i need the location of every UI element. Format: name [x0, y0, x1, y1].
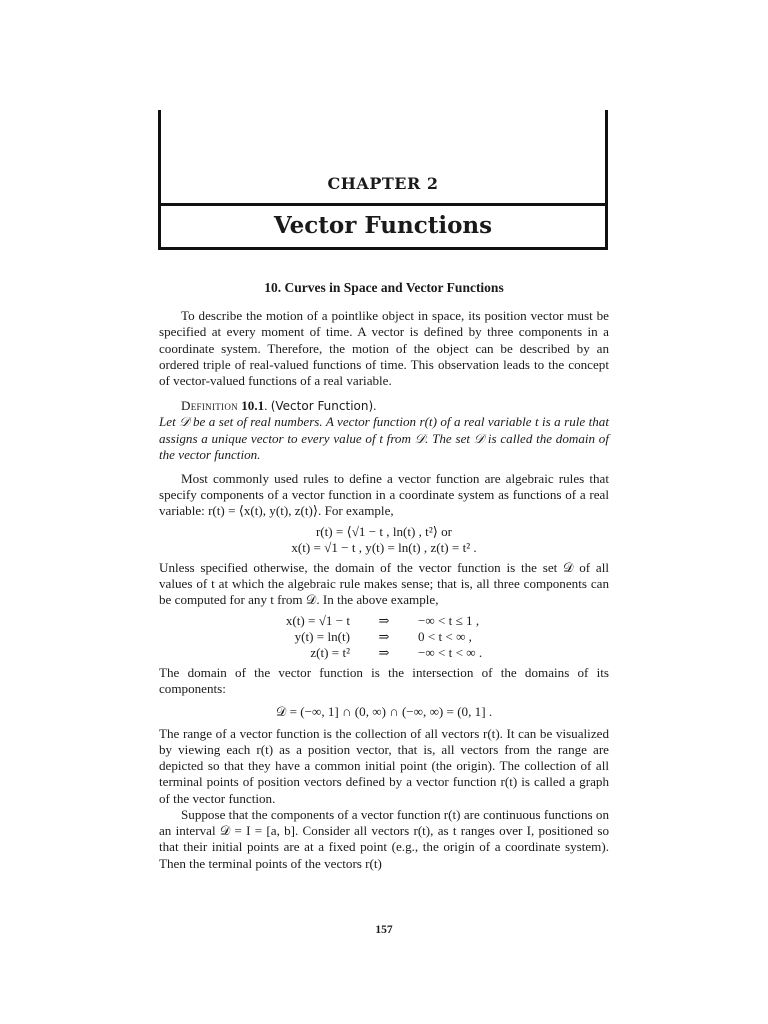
section-heading: 10. Curves in Space and Vector Functions — [264, 280, 504, 295]
chapter-title: Vector Functions — [273, 212, 493, 239]
example-equations — [159, 524, 609, 556]
implies-arrow: ⇒ — [378, 612, 390, 628]
implies-arrow: ⇒ — [378, 628, 390, 644]
domain-row-lhs: z(t) = t² — [310, 645, 351, 661]
domain-equation: 𝒟 = (−∞, 1] ∩ (0, ∞) ∩ (−∞, ∞) = (0, 1] . — [275, 703, 493, 719]
domain-row-lhs: x(t) = √1 − t — [285, 612, 351, 628]
definition-body: Let 𝒟 be a set of real numbers. A vector function r(t) of a real variable t is a rule that assigns a unique vector to every value of t from 𝒟. The set 𝒟 is called the domain of the vector function. — [159, 414, 609, 462]
implies-arrow: ⇒ — [378, 645, 390, 661]
range-paragraph: The range of a vector function is the collection of all vectors r(t). It can be visualized by viewing each r(t) as a position vector, that is, all vectors from the range are depicted so that they have a common initial point (the origin). The collection of all terminal points of position vectors defined by a vector function r(t) is called a graph of the vector function. — [159, 725, 609, 806]
domain-row-rhs: 0 < t < ∞ , — [418, 628, 472, 644]
example-equation-1: r(t) = ⟨√1 − t , ln(t) , t²⟩ or — [315, 523, 453, 539]
domain-row-lhs: y(t) = ln(t) — [294, 628, 351, 644]
definition-name: (Vector Function) — [270, 399, 374, 414]
intro-paragraph: To describe the motion of a pointlike object in space, its position vector must be specified at every moment of time. A vector is defined by three components in a coordinate system. Therefore, the motion of the object can be described by an ordered triple of real-valued functions of time. This observation leads to the concept of vector-valued functions of a real variable. — [159, 308, 609, 389]
domain-row-rhs: −∞ < t < ∞ . — [418, 645, 483, 661]
domain-table — [159, 613, 609, 662]
page-body — [159, 280, 609, 872]
domain-row-rhs: −∞ < t ≤ 1 , — [418, 612, 480, 628]
definition-number: 10.1 — [241, 398, 265, 414]
frame-divider — [161, 203, 605, 206]
chapter-frame — [158, 110, 608, 250]
definition-heading: Definition 10.1. (Vector Function). — [181, 398, 377, 414]
example-equation-2: x(t) = √1 − t , y(t) = ln(t) , z(t) = t² . — [291, 539, 477, 555]
domain-paragraph: Unless specified otherwise, the domain of the vector function is the set 𝒟 of all values of t at which the algebraic rule makes sense; that is, all three components can be computed for any t from 𝒟. In the above example, — [159, 560, 609, 608]
chapter-label: CHAPTER 2 — [327, 174, 439, 193]
definition-word: Definition — [181, 398, 238, 414]
page-number: 157 — [375, 924, 393, 936]
continuous-paragraph: Suppose that the components of a vector function r(t) are continuous functions on an interval 𝒟 = I = [a, b]. Consider all vectors r(t), as t ranges over I, positioned so that their initial points are at a fixed point (e.g., the origin of a coordinate system). Then the terminal points of the vectors r(t) — [159, 806, 609, 871]
rules-paragraph: Most commonly used rules to define a vector function are algebraic rules that specify components of a vector function in a coordinate system as functions of a real variable: r(t) = ⟨x(t), y(t), z(t)⟩. For example, — [159, 471, 609, 519]
intersection-paragraph: The domain of the vector function is the intersection of the domains of its components: — [159, 665, 609, 697]
